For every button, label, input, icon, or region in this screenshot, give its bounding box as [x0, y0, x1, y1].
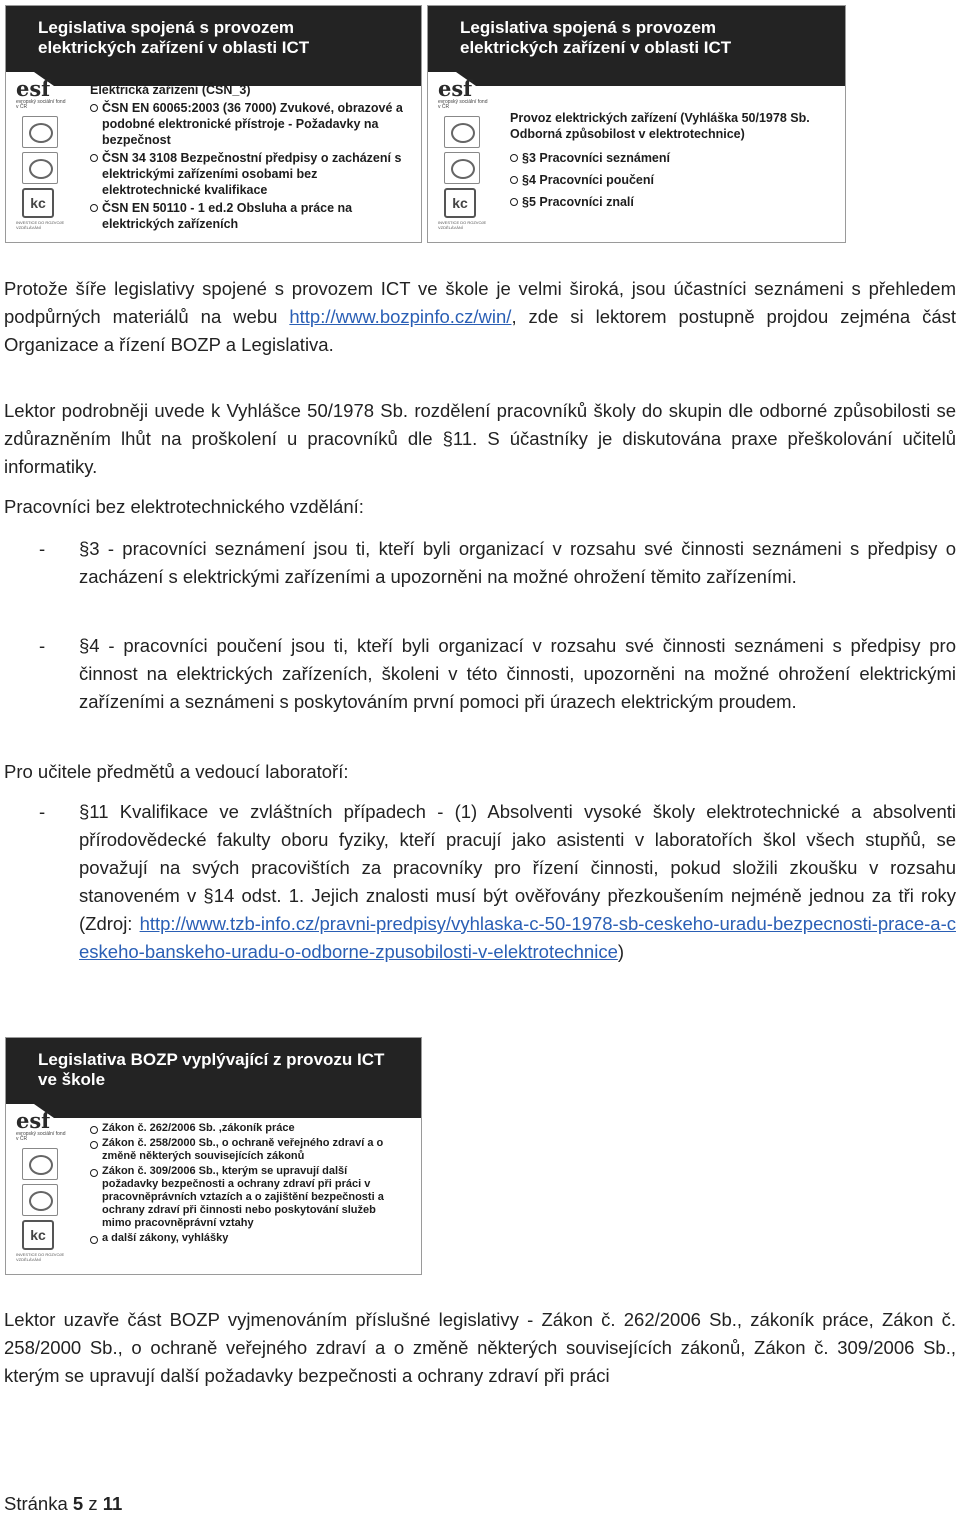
list-item: §3 Pracovníci seznámení: [510, 150, 830, 166]
slide-list: [510, 110, 830, 210]
list-item: Zákon č. 262/2006 Sb. ,zákoník práce: [90, 1122, 390, 1135]
slide-header: [428, 6, 845, 72]
bozpinfo-link[interactable]: http://www.bozpinfo.cz/win/: [289, 306, 512, 327]
tzb-info-link[interactable]: http://www.tzb-info.cz/pravni-predpisy/vyhlaska-c-50-1978-sb-ceskeho-uradu-bezpecnosti-prace-a-ceskeho-banskeho-uradu-o-odborne-zpusobilosti-v-elektrotechnice: [79, 913, 956, 962]
list-item: - §11 Kvalifikace ve zvláštních případech - (1) Absolventi vysoké školy elektrotechnické a absolventi přírodovědecké fakulty oboru fyziky, kteří pracují jako asistenti v laboratořích škol všech stupňů, se považují na svých pracovištích za pracovníky pro řízení činnosti, pokud složili zkoušku v rozsahu stanoveném v §14 odst. 1. Jejich znalosti musí být ověřovány přezkoušením nejméně jednou za tři roky (Zdroj: http://www.tzb-info.cz/pravni-predpisy/vyhlaska-c-50-1978-sb-ceskeho-uradu-bezpecnosti-prace-a-ceskeho-banskeho-uradu-o-odborne-zpusobilosti-v-elektrotechnice): [39, 801, 956, 962]
list-item: - §4 - pracovníci poučení jsou ti, kteří byli organizací v rozsahu své činnosti seznámeni s předpisy pro činnost na elektrických zařízeních, školeni v této činnosti, upozorněni na možné ohrožení elektrickými zařízeními a seznámeni s poskytováním první pomoci při úrazech elektrickým proudem.: [39, 635, 956, 712]
page-footer: [4, 1493, 122, 1515]
footer-page-number: 5: [72, 1493, 84, 1514]
paragraph-lektor: Lektor podrobněji uvede k Vyhlášce 50/1978 Sb. rozdělení pracovníků školy do skupin dle odborné způsobilosti se zdůrazněním lhůt na proškolení u pracovníků dle §11. S účastníky je diskutována praxe přeškolování učitelů informatiky.: [4, 400, 956, 477]
ministry-emblem: [444, 116, 480, 148]
list-item: a další zákony, vyhlášky: [90, 1232, 390, 1245]
ministry-emblem: [22, 116, 58, 148]
paragraph-teachers: Pro učitele předmětů a vedoucí laboratoří:: [4, 761, 349, 782]
slide-title: Legislativa spojená s provozem elektrických zařízení v oblasti ICT: [38, 18, 310, 57]
esf-logo: esf evropský sociální fond v ČR: [438, 76, 488, 110]
list-item: Zákon č. 258/2000 Sb., o ochraně veřejného zdraví a o změně některých souvisejících zákonů: [90, 1137, 390, 1163]
kc-caption: INVESTICE DO ROZVOJE VZDĚLÁVÁNÍ: [16, 220, 65, 230]
slide-thumbnail-3: [5, 1037, 422, 1275]
op-emblem: [444, 152, 480, 184]
logo-column: [16, 1110, 66, 1262]
esf-logo: esf evropský sociální fond v ČR: [16, 76, 66, 110]
slide-header-notch: [6, 1104, 421, 1120]
esf-logo: esf evropský sociální fond v ČR: [16, 1108, 66, 1142]
slide-list: [90, 82, 410, 232]
paragraph-intro: Protože šíře legislativy spojené s provozem ICT ve škole je velmi široká, jsou účastníci seznámeni s přehledem podpůrných materiálů na webu http://www.bozpinfo.cz/win/, zde si lektorem postupně projdou zejména část Organizace a řízení BOZP a Legislativa.: [4, 278, 956, 355]
slide-header: [6, 6, 421, 72]
kc-caption: INVESTICE DO ROZVOJE VZDĚLÁVÁNÍ: [16, 1252, 65, 1262]
logo-column: [16, 78, 66, 230]
slide-list-heading: Provoz elektrických zařízení (Vyhláška 50/1978 Sb. Odborná způsobilost v elektrotechnice): [510, 111, 810, 141]
list-item: ČSN 34 3108 Bezpečnostní předpisy o zacházení s elektrickými zařízeními osobami bez elektrotechnické kvalifikace: [90, 150, 410, 198]
list-item: ČSN EN 50110 - 1 ed.2 Obsluha a práce na elektrických zařízeních: [90, 200, 410, 232]
paragraph-workers: Pracovníci bez elektrotechnického vzdělání:: [4, 496, 364, 517]
list-item: §5 Pracovníci znalí: [510, 194, 830, 210]
list-item: Zákon č. 309/2006 Sb., kterým se upravují další požadavky bezpečnosti a ochrany zdraví při práci v pracovněprávních vztazích a o zajištění bezpečnosti a ochrany zdraví při činnosti nebo poskytování služeb mimo pracovněprávní vztahy: [90, 1165, 390, 1230]
op-emblem: [22, 152, 58, 184]
slide-list-heading: Elektrická zařízení (ČSN_3): [90, 83, 251, 97]
kc-logo: kc: [444, 188, 476, 218]
footer-label: Stránka: [4, 1493, 68, 1514]
footer-of: z: [88, 1493, 98, 1514]
slide-title: Legislativa spojená s provozem elektrických zařízení v oblasti ICT: [460, 18, 732, 57]
kc-logo: kc: [22, 188, 54, 218]
paragraph-closing: Lektor uzavře část BOZP vyjmenováním příslušné legislativy - Zákon č. 262/2006 Sb., zákoník práce, Zákon č. 258/2000 Sb., o ochraně veřejného zdraví a o změně některých souvisejících zákonů, Zákon č. 309/2006 Sb., kterým se upravují další požadavky bezpečnosti a ochrany zdraví při práci: [4, 1309, 956, 1386]
slide-thumbnail-1: [5, 5, 422, 243]
slide-title: Legislativa BOZP vyplývající z provozu ICT ve škole: [38, 1050, 385, 1089]
list-item: - §3 - pracovníci seznámení jsou ti, kteří byli organizací v rozsahu své činnosti seznámeni s předpisy o zacházení s elektrickými zařízeními a upozorněni na možné ohrožení těmito zařízeními.: [39, 538, 956, 587]
kc-caption: INVESTICE DO ROZVOJE VZDĚLÁVÁNÍ: [438, 220, 487, 230]
op-emblem: [22, 1184, 58, 1216]
list-item: ČSN EN 60065:2003 (36 7000) Zvukové, obrazové a podobné elektronické přístroje - Požadavky na bezpečnost: [90, 100, 410, 148]
slide-list: [90, 1122, 390, 1245]
slide-header-notch: [428, 72, 845, 88]
list-item: §4 Pracovníci poučení: [510, 172, 830, 188]
slide-header: [6, 1038, 421, 1104]
kc-logo: kc: [22, 1220, 54, 1250]
logo-column: [438, 78, 488, 230]
slide-thumbnail-2: [427, 5, 846, 243]
ministry-emblem: [22, 1148, 58, 1180]
footer-page-total: 11: [102, 1493, 123, 1514]
